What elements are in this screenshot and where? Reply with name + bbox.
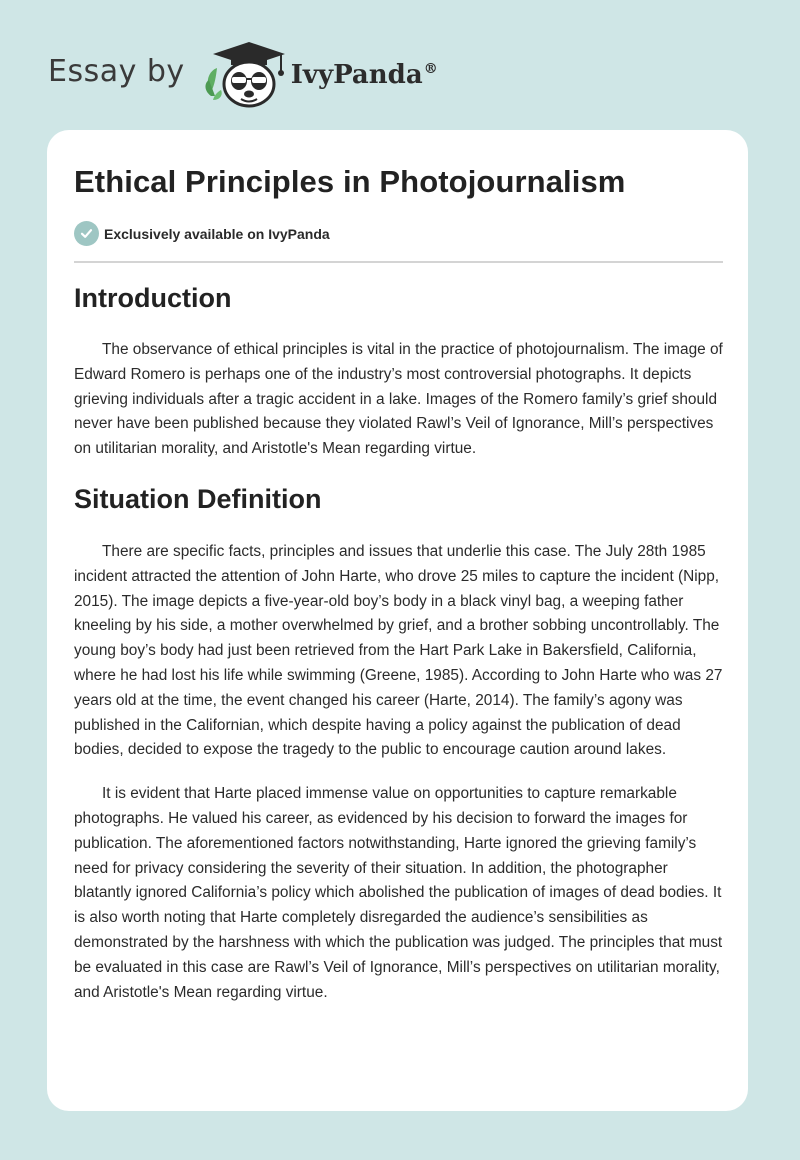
paragraph: It is evident that Harte placed immense value on opportunities to capture remarkable photographs. He valued his career, as evidenced by his decision to forward the images for publication. The aforementioned factors notwithstanding, Harte ignored the grieving family’s need for privacy considering the severity of their situation. In addition, the photographer blatantly ignored California’s policy which abolished the publication of images of dead bodies. It is also worth noting that Harte completely disregarded the audience’s sensibilities as demonstrated by the harshness with which the publication was judged. The principles that must be evaluated in this case are Rawl’s Veil of Ignorance, Mill’s perspectives on utilitarian morality, and Aristotle's Mean regarding virtue. bbox=[74, 785, 723, 1001]
checkmark-icon bbox=[74, 221, 99, 246]
section-heading-situation-definition: Situation Definition bbox=[74, 483, 322, 514]
brand-name[interactable]: IvyPanda® bbox=[290, 60, 438, 90]
paragraph: There are specific facts, principles and issues that underlie this case. The July 28th 1985 incident attracted the attention of John Harte, who drove 25 miles to capture the incident (Nipp, 2015). The image depicts a five-year-old boy’s body in a black vinyl bag, a weeping father kneeling by his side, a mother overwhelmed by grief, and a brother sobbing uncontrollably. The young boy’s body had just been retrieved from the Hart Park Lake in Bakersfield, California, where he had lost his life while swimming (Greene, 1985). According to John Harte who was 27 years old at the time, the event changed his career (Harte, 2014). The family’s agony was published in the Californian, which despite having a policy against the publication of dead bodies, decided to expose the tragedy to the public to encourage caution around lakes. bbox=[74, 542, 723, 759]
site-header bbox=[48, 36, 438, 112]
paragraph: The observance of ethical principles is vital in the practice of photojournalism. The image of Edward Romero is perhaps one of the industry’s most controversial photographs. It depicts grieving individuals after a tragic accident in a lake. Images of the Romero family’s grief should never have been published because they violated Rawl’s Veil of Ignorance, Mill’s perspectives on utilitarian morality, and Aristotle's Mean regarding virtue. bbox=[74, 341, 723, 458]
exclusive-label: Exclusively available on IvyPanda bbox=[104, 225, 330, 242]
essay-by-label: Essay by bbox=[48, 53, 185, 89]
panda-logo-icon[interactable] bbox=[201, 38, 291, 110]
exclusive-badge bbox=[74, 221, 330, 246]
registered-mark: ® bbox=[423, 61, 438, 78]
page-title: Ethical Principles in Photojournalism bbox=[74, 164, 626, 199]
essay-card bbox=[47, 130, 748, 1111]
section-heading-introduction: Introduction bbox=[74, 283, 232, 313]
divider bbox=[74, 261, 723, 263]
article-body bbox=[74, 280, 724, 1005]
